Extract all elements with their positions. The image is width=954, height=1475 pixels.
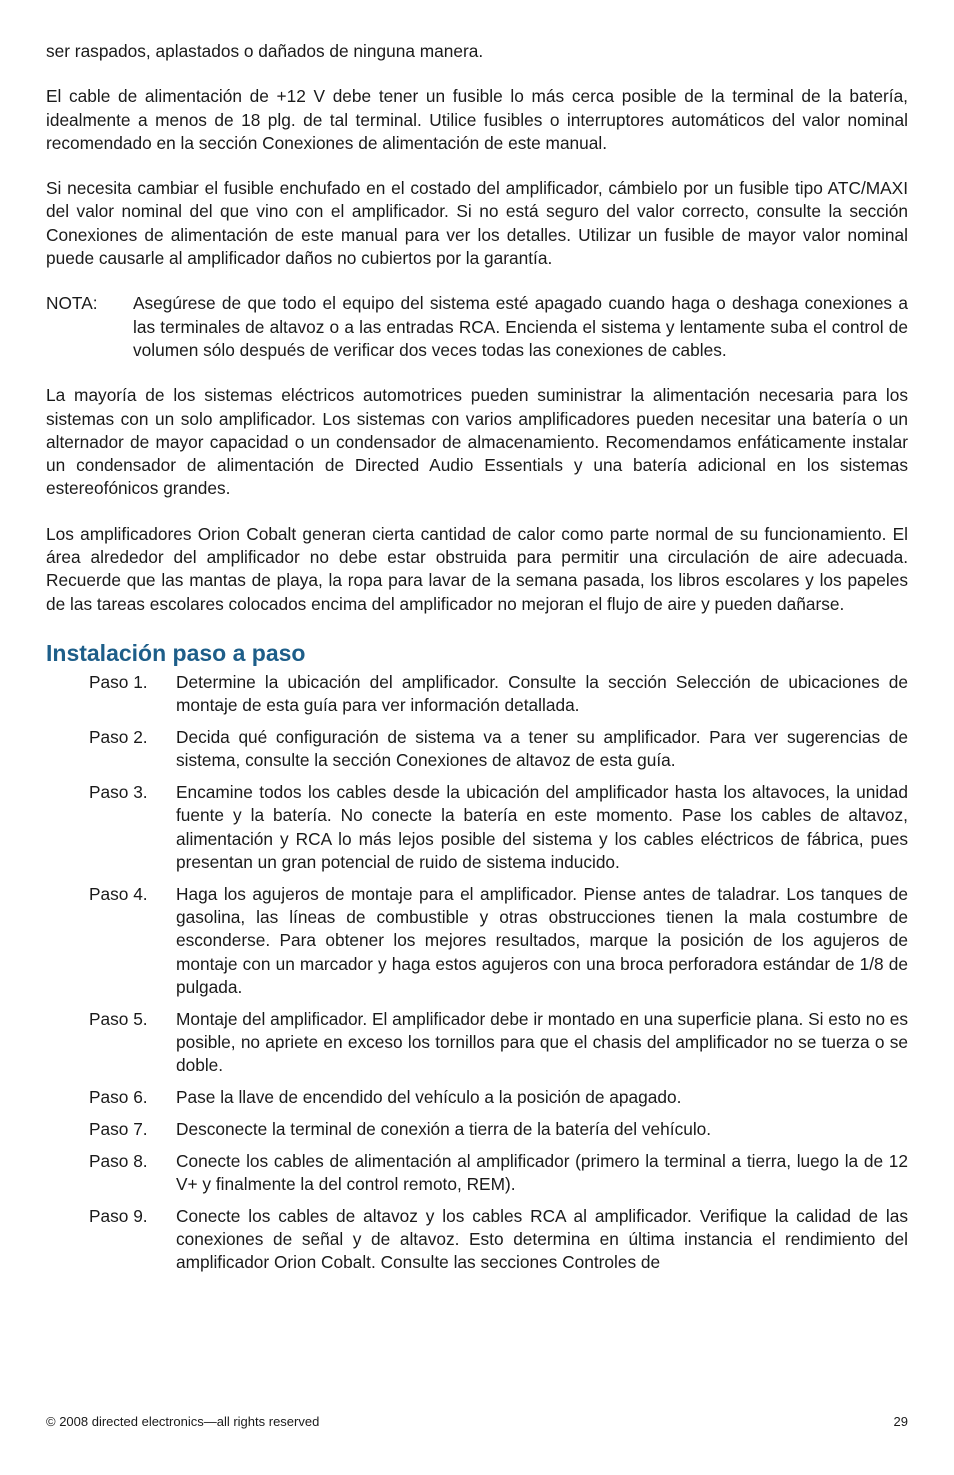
step-text: Conecte los cables de alimentación al amplificador (primero la terminal a tierra, luego la de 12 V+ y finalmente la del control remoto, REM). xyxy=(176,1150,908,1195)
step-label: Paso 2. xyxy=(89,727,148,748)
step-text: Haga los agujeros de montaje para el amplificador. Piense antes de taladrar. Los tanques de gasolina, las líneas de combustible y otras obstrucciones tienen la mala costumbre de esconderse. Para obtener los mejores resultados, marque la posición de los agujeros de montaje con un marcador y haga estos agujeros con una broca perforadora estándar de 1/8 de pulgada. xyxy=(176,883,908,997)
step-label: Paso 5. xyxy=(89,1008,148,1029)
paragraph-heat: Los amplificadores Orion Cobalt generan cierta cantidad de calor como parte normal de su funcionamiento. El área alrededor del amplificador no debe estar obstruida para permitir una circulación de aire adecuada. Recuerde que las mantas de playa, la ropa para lavar de la semana pasada, los libros escolares y los papeles de las tareas escolares colocados encima del amplificador no mejoran el flujo de aire y pueden dañarse. xyxy=(46,523,908,614)
note-text: Asegúrese de que todo el equipo del sistema esté apagado cuando haga o deshaga conexiones a las terminales de altavoz o a las entradas RCA. Encienda el sistema y lentamente suba el control de volumen sólo después de verificar dos veces todas las conexiones de cables. xyxy=(133,293,908,360)
step-label: Paso 9. xyxy=(89,1205,148,1226)
note-block xyxy=(46,292,908,362)
list-item-step-9 xyxy=(46,1205,908,1275)
step-text: Encamine todos los cables desde la ubicación del amplificador hasta los altavoces, la unidad fuente y la batería. No conecte la batería en este momento. Pase los cables de altavoz, alimentación y RCA lo más lejos posible del sistema y los cables eléctricos de fábrica, pues presentan un gran potencial de ruido de sistema inducido. xyxy=(176,782,908,873)
paragraph-fuse-replace: Si necesita cambiar el fusible enchufado en el costado del amplificador, cámbielo por un fusible tipo ATC/MAXI del valor nominal del que vino con el amplificador. Si no está seguro del valor correcto, consulte la sección Conexiones de alimentación de este manual para ver los detalles. Utilizar un fusible de mayor valor nominal puede causarle al amplificador daños no cubiertos por la garantía. xyxy=(46,178,908,269)
step-text: Determine la ubicación del amplificador. Consulte la sección Selección de ubicaciones de montaje de esta guía para ver información detallada. xyxy=(176,671,908,716)
page-number: 29 xyxy=(893,1414,908,1429)
list-item-step-6 xyxy=(46,1086,908,1109)
step-label: Paso 3. xyxy=(89,782,148,803)
step-text: Conecte los cables de altavoz y los cables RCA al amplificador. Verifique la calidad de las conexiones de señal y de altavoz. Esto determina en última instancia el rendimiento del amplificador Orion Cobalt. Consulte las secciones Controles de xyxy=(176,1205,908,1273)
list-item-step-8 xyxy=(46,1150,908,1197)
list-item-step-4 xyxy=(46,883,908,999)
paragraph-electrical-systems: La mayoría de los sistemas eléctricos automotrices pueden suministrar la alimentación necesaria para los sistemas con un solo amplificador. Los sistemas con varios amplificadores pueden necesitar una batería o un alternador de mayor capacidad o un condensador de almacenamiento. Recomendamos enfáticamente instalar un condensador de alimentación de Directed Audio Essentials y una batería adicional en los sistemas estereofónicos grandes. xyxy=(46,385,908,499)
list-item-step-7 xyxy=(46,1118,908,1141)
list-item-step-3 xyxy=(46,781,908,874)
list-item-step-5 xyxy=(46,1008,908,1078)
paragraph-continuation: ser raspados, aplastados o dañados de ninguna manera. xyxy=(46,41,484,61)
step-label: Paso 1. xyxy=(89,671,148,692)
step-text: Montaje del amplificador. El amplificador debe ir montado en una superficie plana. Si esto no es posible, no apriete en exceso los tornillos para que el chasis del amplificador no se tuerza o se doble. xyxy=(176,1008,908,1076)
step-label: Paso 7. xyxy=(89,1118,148,1139)
steps-list xyxy=(46,671,908,1275)
step-label: Paso 8. xyxy=(89,1150,148,1171)
section-heading: Instalación paso a paso xyxy=(46,639,306,666)
step-text: Decida qué configuración de sistema va a tener su amplificador. Para ver sugerencias de sistema, consulte la sección Conexiones de altavoz de esta guía. xyxy=(176,727,908,771)
step-label: Paso 4. xyxy=(89,883,148,904)
list-item-step-1 xyxy=(46,671,908,718)
step-label: Paso 6. xyxy=(89,1087,148,1108)
list-item-step-2 xyxy=(46,726,908,773)
step-text: Pase la llave de encendido del vehículo a la posición de apagado. xyxy=(176,1087,682,1108)
page-footer xyxy=(46,1413,908,1431)
footer-copyright: © 2008 directed electronics—all rights reserved xyxy=(46,1414,320,1429)
note-label: NOTA: xyxy=(46,293,98,314)
page-content xyxy=(46,40,908,1283)
paragraph-fuse-cable: El cable de alimentación de +12 V debe tener un fusible lo más cerca posible de la terminal de la batería, idealmente a menos de 18 plg. de tal terminal. Utilice fusibles o interruptores automáticos del valor nominal recomendado en la sección Conexiones de alimentación de este manual. xyxy=(46,86,908,153)
step-text: Desconecte la terminal de conexión a tierra de la batería del vehículo. xyxy=(176,1118,712,1139)
